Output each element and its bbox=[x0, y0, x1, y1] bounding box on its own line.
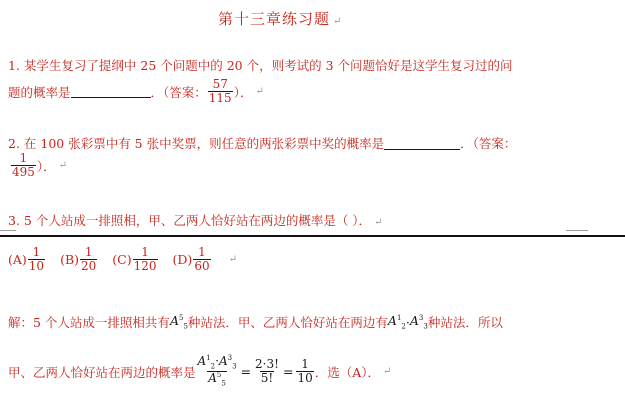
q1-close: ）． bbox=[233, 84, 253, 100]
perm-sup: 1 bbox=[206, 354, 211, 362]
perm-letter: A bbox=[197, 354, 207, 368]
q1-text2: 题的概率是 bbox=[8, 84, 71, 100]
option-b-num: 1 bbox=[84, 245, 93, 259]
option-b-fraction bbox=[80, 246, 97, 273]
solution-line1-c: 种站法．所以 bbox=[427, 315, 503, 330]
question-3-stem bbox=[8, 211, 382, 229]
option-b-den: 20 bbox=[81, 259, 97, 274]
q2-answer-fraction bbox=[11, 152, 36, 179]
option-c-fraction bbox=[133, 246, 158, 273]
perm-sub: 5 bbox=[183, 322, 188, 331]
option-d[interactable] bbox=[173, 246, 212, 273]
probability-numerator bbox=[197, 355, 238, 371]
perm-sup: 5 bbox=[216, 371, 222, 380]
q1-text: 1. 某学生复习了提纲中 25 个问题中的 20 个，则考试的 3 个问题恰好是这学生复习过的问 bbox=[8, 58, 513, 73]
perm-sup: 5 bbox=[178, 314, 184, 323]
solution-line-1 bbox=[8, 313, 503, 331]
option-d-den: 60 bbox=[194, 259, 210, 274]
perm-letter: A bbox=[208, 371, 217, 386]
q2-close: ）． bbox=[36, 158, 56, 174]
q3-text: 3. 5 个人站成一排照相，甲、乙两人恰好站在两边的概率是（ ）． bbox=[8, 213, 372, 228]
perm-A55 bbox=[170, 313, 188, 331]
perm-sup: 3 bbox=[418, 314, 424, 323]
perm-sub: 5 bbox=[221, 379, 226, 388]
option-c[interactable] bbox=[112, 246, 158, 273]
question-3-options bbox=[8, 246, 237, 273]
factorial-fraction bbox=[254, 358, 280, 385]
question-2-line-1 bbox=[8, 134, 516, 152]
option-b[interactable] bbox=[60, 246, 98, 273]
paragraph-mark-icon: ↵ bbox=[255, 86, 264, 98]
equals-sign: = bbox=[240, 364, 252, 380]
perm-sup: 3 bbox=[227, 354, 233, 362]
q1-answer-prefix: ．（答案： bbox=[150, 84, 207, 100]
multiply-dot: · bbox=[405, 314, 410, 330]
equals-sign: = bbox=[282, 364, 294, 380]
option-d-label: (D) bbox=[172, 252, 193, 268]
solution-line1-a: 解：5 个人站成一排照相共有 bbox=[8, 315, 170, 330]
q1-answer-num: 57 bbox=[212, 77, 228, 91]
perm-sub: 3 bbox=[232, 362, 237, 371]
perm-letter: A bbox=[169, 313, 179, 329]
answer-blank bbox=[71, 85, 151, 98]
option-b-label: (B) bbox=[60, 252, 80, 268]
perm-letter: A bbox=[387, 313, 397, 329]
paragraph-mark-icon: ↵ bbox=[383, 366, 392, 378]
option-a-num: 1 bbox=[32, 245, 41, 259]
result-den: 10 bbox=[297, 371, 313, 386]
option-a-label: (A) bbox=[8, 252, 27, 268]
q2-answer-num: 1 bbox=[19, 151, 28, 165]
option-c-label: (C) bbox=[112, 252, 132, 268]
result-num: 1 bbox=[301, 356, 309, 371]
q1-answer-fraction bbox=[208, 78, 233, 105]
question-2-line-2 bbox=[10, 152, 67, 179]
q1-answer-den: 115 bbox=[208, 91, 232, 106]
title-text: 第十三章练习题 bbox=[218, 10, 331, 28]
paragraph-mark-icon: ↵ bbox=[228, 254, 237, 266]
perm-sup: 1 bbox=[396, 314, 402, 323]
perm-A33 bbox=[410, 313, 428, 331]
result-fraction bbox=[296, 358, 313, 385]
option-c-num: 1 bbox=[141, 245, 149, 259]
solution-line2-a: 甲、乙两人恰好站在两边的概率是 bbox=[8, 364, 196, 380]
page-break-line bbox=[0, 235, 625, 237]
multiply-dot: · bbox=[215, 354, 219, 368]
probability-denominator bbox=[207, 371, 227, 388]
solution-line-2 bbox=[8, 355, 391, 388]
perm-A21 bbox=[388, 313, 406, 331]
perm-letter: A bbox=[218, 354, 228, 368]
question-1-line-2 bbox=[8, 78, 264, 105]
q2-text: 2. 在 100 张彩票中有 5 张中奖票，则任意的两张彩票中奖的概率是 bbox=[8, 136, 385, 151]
option-c-den: 120 bbox=[133, 259, 157, 274]
perm-letter: A bbox=[409, 313, 419, 329]
perm-sub: 2 bbox=[210, 362, 216, 371]
answer-blank bbox=[384, 137, 460, 150]
solution-line1-b: 种站法．甲、乙两人恰好站在两边有 bbox=[187, 315, 388, 330]
option-d-num: 1 bbox=[198, 245, 206, 259]
option-a[interactable] bbox=[8, 246, 46, 273]
paragraph-mark-icon: ↵ bbox=[374, 217, 383, 228]
paragraph-mark-icon: ↵ bbox=[58, 160, 68, 172]
probability-fraction bbox=[197, 355, 238, 388]
factorial-den: 5! bbox=[260, 371, 274, 386]
perm-sub: 2 bbox=[401, 322, 406, 331]
q2-answer-prefix: ．（答案： bbox=[460, 136, 517, 151]
option-a-den: 10 bbox=[28, 259, 45, 274]
option-a-fraction bbox=[28, 246, 45, 273]
page-title bbox=[218, 8, 342, 29]
perm-sub: 3 bbox=[423, 322, 428, 331]
factorial-num: 2·3! bbox=[255, 356, 279, 371]
question-1-line-1 bbox=[8, 56, 513, 74]
solution-end: ．选（A）． bbox=[314, 364, 380, 380]
paragraph-mark-icon: ↵ bbox=[333, 16, 343, 27]
option-d-fraction bbox=[193, 246, 210, 273]
q2-answer-den: 495 bbox=[12, 165, 35, 180]
